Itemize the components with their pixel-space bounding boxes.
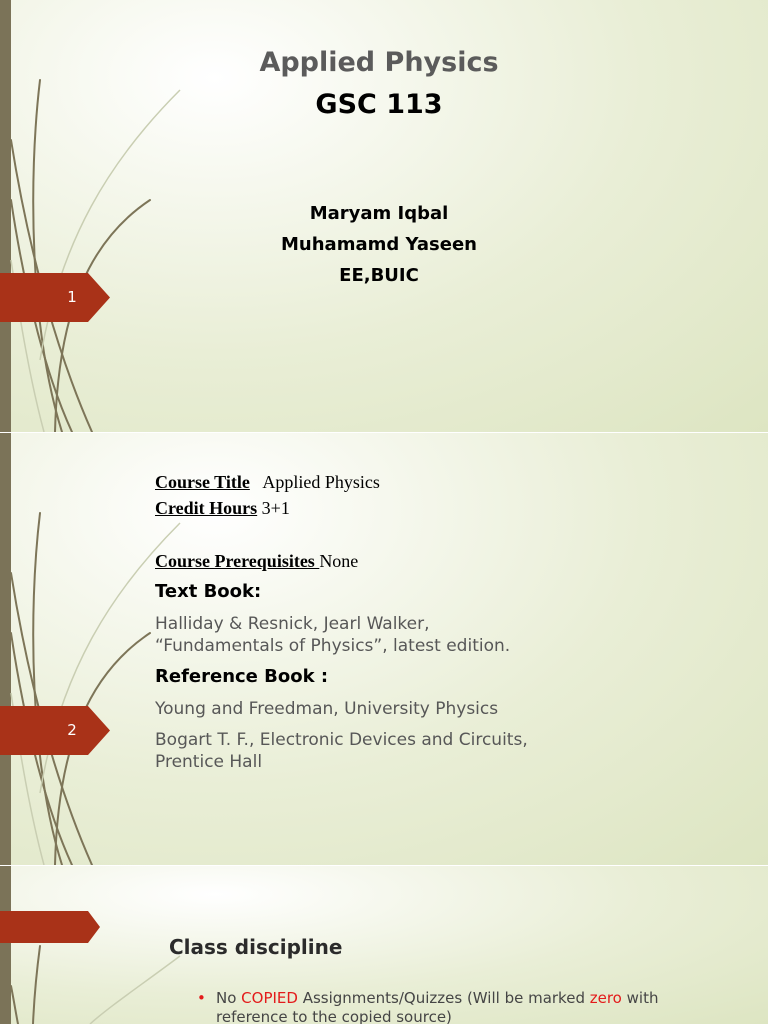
slide-number: 1	[67, 288, 77, 306]
bullet-dot: •	[197, 989, 206, 1007]
prerequisites-label: Course Prerequisites	[155, 551, 320, 571]
affiliation: EE,BUIC	[339, 265, 419, 286]
reference-heading: Reference Book :	[155, 666, 329, 687]
course-title-label: Course Title	[155, 472, 250, 492]
bullet-text-part: Assignments/Quizzes (Will be marked	[297, 989, 590, 1007]
textbook-entry	[155, 613, 510, 657]
course-title-row	[155, 472, 380, 493]
course-code: GSC 113	[315, 89, 443, 120]
reference-2-line-2: Prentice Hall	[155, 752, 263, 772]
credit-hours-label: Credit Hours	[155, 498, 258, 518]
credit-hours-value: 3+1	[261, 498, 290, 518]
prerequisites-value: None	[319, 551, 359, 571]
bullet-text-part: with reference to the copied source)	[216, 989, 659, 1024]
credit-hours-row	[155, 498, 290, 519]
textbook-heading: Text Book:	[155, 581, 262, 602]
textbook-line-1: Halliday & Resnick, Jearl Walker,	[155, 614, 430, 634]
reference-2-line-1: Bogart T. F., Electronic Devices and Circuits,	[155, 730, 528, 750]
bullet-text-part: No	[216, 989, 242, 1007]
slide-number-badge	[0, 706, 110, 755]
bullet-emphasis-zero: zero	[589, 989, 622, 1007]
course-title-value: Applied Physics	[262, 472, 380, 492]
reference-entry-2	[155, 729, 528, 773]
bullet-emphasis-copied: COPIED	[241, 989, 298, 1007]
slide-number: 2	[67, 721, 77, 739]
presentation-title: Applied Physics	[259, 47, 499, 78]
slide-marker	[0, 911, 100, 943]
reference-entry-1: Young and Freedman, University Physics	[155, 699, 499, 719]
slide-1	[0, 0, 768, 432]
author-2: Muhamamd Yaseen	[281, 234, 477, 255]
slide-3	[0, 866, 768, 1024]
textbook-line-2: “Fundamentals of Physics”, latest edition.	[155, 636, 511, 656]
bullet-item	[216, 989, 716, 1024]
prerequisites-row	[155, 551, 358, 572]
section-heading: Class discipline	[169, 935, 343, 959]
slide-2	[0, 433, 768, 865]
author-1: Maryam Iqbal	[309, 203, 449, 224]
